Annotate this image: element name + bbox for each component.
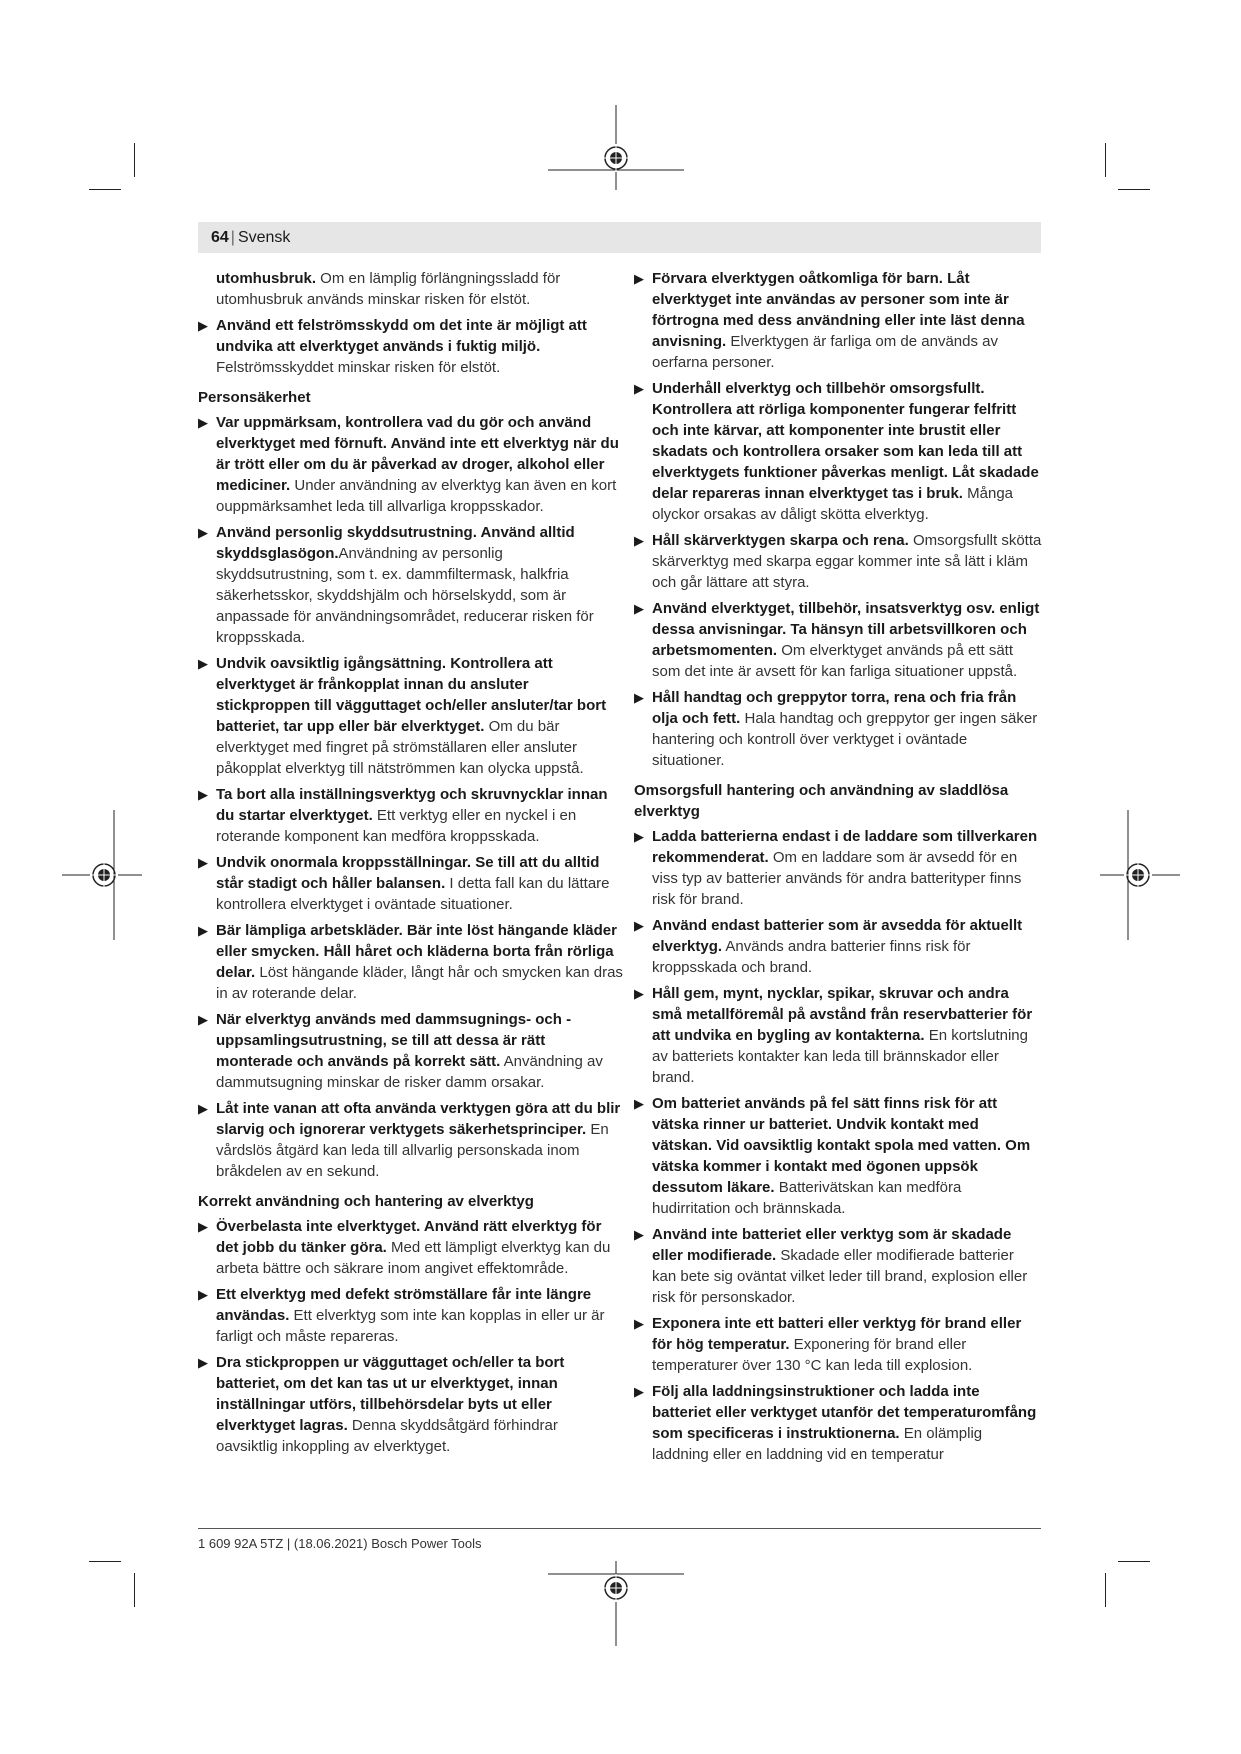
bold-text: Dra stickproppen ur vägguttaget och/eller ta bort batteriet, om det kan tas ut ur elverktyget, innan inställningar utförs, tillbehörsdelar byts ut eller elverktyget lagras. <box>216 1354 565 1434</box>
bold-text: Använd ett felströmsskydd om det inte är möjligt att undvika att elverktyget används i fuktig miljö. <box>216 317 587 355</box>
registration-mark-icon <box>548 1561 684 1646</box>
bold-text: Bär lämpliga arbetskläder. Bär inte löst hängande kläder eller smycken. Håll håret och kläderna borta från rörliga delar. <box>216 922 617 981</box>
bullet-item <box>634 915 1042 978</box>
registration-mark-icon <box>62 810 142 940</box>
body-text: Om en lämplig förlängningssladd för utomhusbruk används minskar risken för elstöt. <box>216 270 561 308</box>
crop-mark <box>89 1561 121 1562</box>
body-text: Om du bär elverktyget med fingret på strömställaren eller ansluter påkopplat elverktyg till nätströmmen kan olycka uppstå. <box>216 718 584 777</box>
arrow-right-icon: ▶ <box>634 690 644 705</box>
bullet-item <box>198 1098 623 1182</box>
arrow-right-icon: ▶ <box>634 986 644 1001</box>
bold-text: Håll handtag och greppytor torra, rena och fria från olja och fett. <box>652 689 1017 727</box>
body-text: Denna skyddsåtgärd förhindrar oavsiktlig inkoppling av elverktyget. <box>216 1417 558 1455</box>
bullet-item <box>198 1009 623 1093</box>
arrow-right-icon: ▶ <box>634 1227 644 1242</box>
body-text: Under användning av elverktyg kan även en kort ouppmärksamhet leda till allvarliga kroppsskador. <box>216 477 617 515</box>
arrow-right-icon: ▶ <box>198 855 208 870</box>
body-text: Användning av personlig skyddsutrustning, som t. ex. dammfiltermask, halkfria säkerhetsskor, skyddshjälm och hörselskydd, som är anpassade för användningsområdet, reducerar risken för kroppsskada. <box>216 545 594 646</box>
arrow-right-icon: ▶ <box>198 1012 208 1027</box>
continuation-paragraph <box>216 268 623 310</box>
body-text: Felströmsskyddet minskar risken för elstöt. <box>216 359 501 376</box>
bullet-item <box>198 1216 623 1279</box>
arrow-right-icon: ▶ <box>198 1287 208 1302</box>
bullet-item <box>198 1284 623 1347</box>
body-text: En kortslutning av batteriets kontakter kan leda till brännskador eller brand. <box>652 1027 1028 1086</box>
bold-text: Använd elverktyget, tillbehör, insatsverktyg osv. enligt dessa anvisningar. Ta hänsyn till arbetsvillkoren och arbetsmomenten. <box>652 600 1040 659</box>
bullet-item <box>634 1093 1042 1219</box>
body-text: Skadade eller modifierade batterier kan bete sig oväntat vilket leder till brand, explosion eller risk för personskador. <box>652 1247 1028 1306</box>
arrow-right-icon: ▶ <box>198 787 208 802</box>
bullet-item <box>634 1224 1042 1308</box>
arrow-right-icon: ▶ <box>198 1101 208 1116</box>
bullet-item <box>634 1313 1042 1376</box>
body-text: Användning av dammutsugning minskar de risker damm orsakar. <box>216 1053 603 1091</box>
body-text: Löst hängande kläder, långt hår och smycken kan dras in av roterande delar. <box>216 964 623 1002</box>
bold-text: Var uppmärksam, kontrollera vad du gör och använd elverktyget med förnuft. Använd inte ett elverktyg när du är trött eller om du är påverkad av droger, alkohol eller mediciner. <box>216 414 619 494</box>
body-text: Batterivätskan kan medföra hudirritation och brännskada. <box>652 1179 962 1217</box>
bold-text: Undvik onormala kroppsställningar. Se till att du alltid står stadigt och håller balansen. <box>216 854 600 892</box>
registration-mark-icon <box>1100 810 1180 940</box>
body-text: Om elverktyget används på ett sätt som det inte är avsett för kan farliga situationer uppstå. <box>652 642 1018 680</box>
bullet-item <box>198 315 623 378</box>
left-column <box>198 268 623 1462</box>
body-text: Många olyckor orsakas av dåligt skötta elverktyg. <box>652 485 1014 523</box>
bold-text: utomhusbruk. <box>216 270 316 287</box>
bold-text: Exponera inte ett batteri eller verktyg för brand eller för hög temperatur. <box>652 1315 1022 1353</box>
arrow-right-icon: ▶ <box>198 415 208 430</box>
arrow-right-icon: ▶ <box>198 1219 208 1234</box>
bullet-item <box>634 530 1042 593</box>
arrow-right-icon: ▶ <box>634 1316 644 1331</box>
bold-text: Överbelasta inte elverktyget. Använd rätt elverktyg för det jobb du tänker göra. <box>216 1218 602 1256</box>
bullet-item <box>198 522 623 648</box>
crop-mark <box>1118 189 1150 190</box>
arrow-right-icon: ▶ <box>198 1355 208 1370</box>
arrow-right-icon: ▶ <box>634 918 644 933</box>
arrow-right-icon: ▶ <box>634 533 644 548</box>
body-text: En vårdslös åtgärd kan leda till allvarlig personskada inom bråkdelen av en sekund. <box>216 1121 609 1180</box>
body-text: Ett verktyg eller en nyckel i en roterande komponent kan medföra kroppsskada. <box>216 807 577 845</box>
bullet-item <box>634 687 1042 771</box>
bullet-item <box>198 412 623 517</box>
bold-text: När elverktyg används med dammsugnings- och -uppsamlingsutrustning, se till att dessa är rätt monterade och används på korrekt sätt. <box>216 1011 572 1070</box>
bullet-item <box>634 268 1042 373</box>
bold-text: Håll skärverktygen skarpa och rena. <box>652 532 909 549</box>
body-text: En olämplig laddning eller en laddning vid en temperatur <box>652 1425 983 1463</box>
crop-mark <box>89 189 121 190</box>
page-header <box>211 229 290 247</box>
bold-text: Om batteriet används på fel sätt finns risk för att vätska rinner ur batteriet. Undvik kontakt med vätskan. Vid oavsiktlig kontakt spola med vatten. Om vätska kommer i kontakt med ögonen uppsök dessutom läkare. <box>652 1095 1031 1196</box>
bold-text: Förvara elverktygen oåtkomliga för barn. Låt elverktyget inte användas av personer som inte är förtrogna med dess användning eller inte läst denna anvisning. <box>652 270 1025 350</box>
header-language: Svensk <box>237 229 291 246</box>
section-heading: Personsäkerhet <box>198 389 311 406</box>
bullet-item <box>198 784 623 847</box>
crop-mark <box>1118 1561 1150 1562</box>
arrow-right-icon: ▶ <box>634 1384 644 1399</box>
crop-mark <box>1105 143 1106 177</box>
bold-text: Undvik oavsiktlig igångsättning. Kontrollera att elverktyget är frånkopplat innan du ansluter stickproppen till vägguttaget och/eller ansluter/tar bort batteriet, tar upp eller bär elverktyget. <box>216 655 607 735</box>
bold-text: Ett elverktyg med defekt strömställare får inte längre användas. <box>216 1286 592 1324</box>
bullet-item <box>634 983 1042 1088</box>
bold-text: Följ alla laddningsinstruktioner och ladda inte batteriet eller verktyget utanför det temperaturomfång som specificeras i instruktionerna. <box>652 1383 1037 1442</box>
arrow-right-icon: ▶ <box>634 829 644 844</box>
right-column <box>634 268 1042 1470</box>
bullet-item <box>198 920 623 1004</box>
bullet-item <box>634 598 1042 682</box>
arrow-right-icon: ▶ <box>634 1096 644 1111</box>
arrow-right-icon: ▶ <box>198 525 208 540</box>
arrow-right-icon: ▶ <box>634 271 644 286</box>
bold-text: Håll gem, mynt, nycklar, spikar, skruvar och andra små metallföremål på avstånd från reservbatterier för att undvika en bygling av kontakterna. <box>652 985 1033 1044</box>
bold-text: Ta bort alla inställningsverktyg och skruvnycklar innan du startar elverktyget. <box>216 786 608 824</box>
arrow-right-icon: ▶ <box>634 381 644 396</box>
bullet-item <box>198 1352 623 1457</box>
arrow-right-icon: ▶ <box>634 601 644 616</box>
bold-text: Använd personlig skyddsutrustning. Använd alltid skyddsglasögon. <box>216 524 575 562</box>
crop-mark <box>134 143 135 177</box>
footer-rule <box>198 1528 1041 1529</box>
bullet-item <box>198 653 623 779</box>
page-number: 64 <box>211 229 229 246</box>
body-text: Exponering för brand eller temperaturer över 130 °C kan leda till explosion. <box>652 1336 973 1374</box>
arrow-right-icon: ▶ <box>198 923 208 938</box>
bullet-item <box>634 1381 1042 1465</box>
registration-mark-icon <box>548 105 684 190</box>
arrow-right-icon: ▶ <box>198 656 208 671</box>
body-text: Om en laddare som är avsedd för en viss typ av batterier används för andra batterityper finns risk för brand. <box>652 849 1022 908</box>
body-text: Med ett lämpligt elverktyg kan du arbeta bättre och säkrare inom angivet effektområde. <box>216 1239 611 1277</box>
footer-text: 1 609 92A 5TZ | (18.06.2021) Bosch Power Tools <box>198 1536 482 1551</box>
crop-mark <box>1105 1573 1106 1607</box>
bullet-item <box>634 378 1042 525</box>
section-heading: Korrekt användning och hantering av elverktyg <box>198 1193 534 1210</box>
crop-mark <box>134 1573 135 1607</box>
bold-text: Låt inte vanan att ofta använda verktygen göra att du blir slarvig och ignorerar verktygets säkerhetsprinciper. <box>216 1100 621 1138</box>
bold-text: Använd inte batteriet eller verktyg som är skadade eller modifierade. <box>652 1226 1012 1264</box>
body-text: I detta fall kan du lättare kontrollera elverktyget i oväntade situationer. <box>216 875 610 913</box>
body-text: Omsorgsfullt skötta skärverktyg med skarpa eggar kommer inte så lätt i kläm och går lättare att styra. <box>652 532 1042 591</box>
body-text: Elverktygen är farliga om de används av oerfarna personer. <box>652 333 998 371</box>
section-heading: Omsorgsfull hantering och användning av sladdlösa elverktyg <box>634 782 1009 820</box>
header-separator: | <box>230 229 235 246</box>
body-text: Används andra batterier finns risk för kroppsskada och brand. <box>652 938 971 976</box>
body-text: Ett elverktyg som inte kan kopplas in eller ur är farligt och måste repareras. <box>216 1307 605 1345</box>
bullet-item <box>634 826 1042 910</box>
header-bar <box>198 222 1041 253</box>
bullet-item <box>198 852 623 915</box>
arrow-right-icon: ▶ <box>198 318 208 333</box>
bold-text: Underhåll elverktyg och tillbehör omsorgsfullt. Kontrollera att rörliga komponenter fungerar felfritt och inte kärvar, att komponenter inte brustit eller skadats och kontrollera orsaker som kan leda till att elverktygets funktioner påverkas menligt. Låt skadade delar repareras innan elverktyget tas i bruk. <box>652 380 1039 502</box>
bold-text: Ladda batterierna endast i de laddare som tillverkaren rekommenderat. <box>652 828 1038 866</box>
bold-text: Använd endast batterier som är avsedda för aktuellt elverktyg. <box>652 917 1023 955</box>
body-text: Hala handtag och greppytor ger ingen säker hantering och kontroll över verktyget i oväntade situationer. <box>652 710 1038 769</box>
